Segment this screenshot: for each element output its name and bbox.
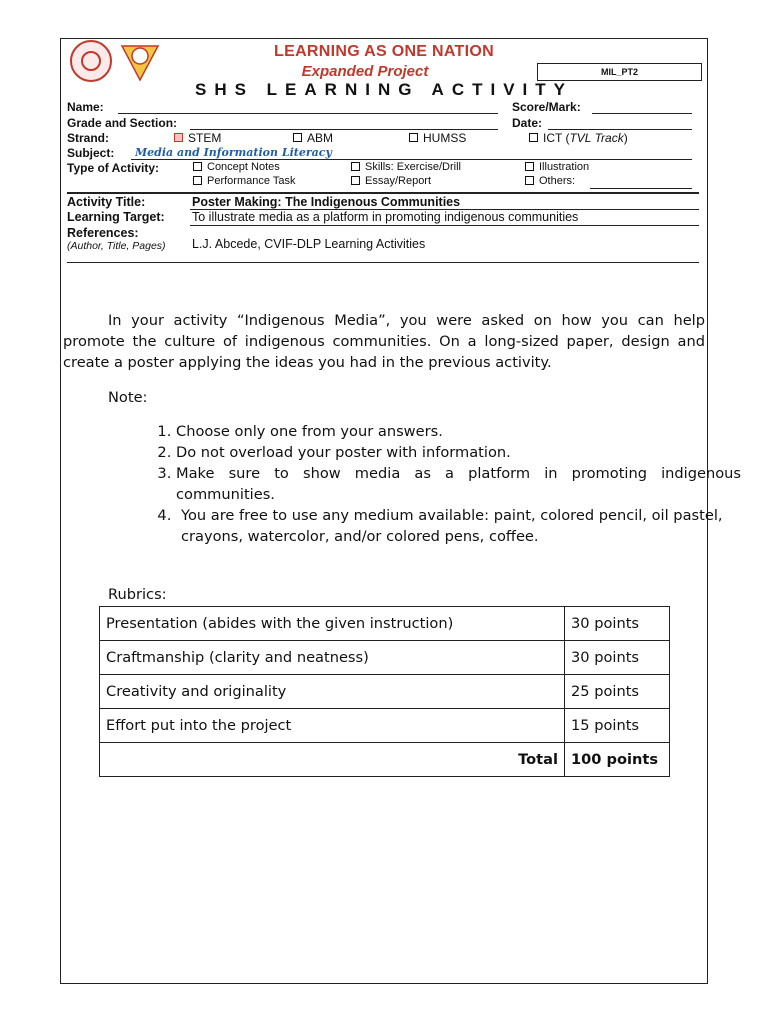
strand-ict[interactable]: ICT (TVL Track) — [529, 131, 628, 145]
others-field[interactable] — [590, 188, 692, 189]
table-row — [100, 641, 670, 675]
intro-paragraph: In your activity “Indigenous Media”, you were asked on how you can help promote the culture of indigenous communities. On a long-sized paper, design and create a poster applying the ideas you had in the previous activity. — [63, 312, 705, 371]
list-item: 1. Choose only one from your answers. — [176, 421, 741, 442]
table-row — [100, 743, 670, 777]
table-row — [100, 607, 670, 641]
date-field[interactable] — [548, 129, 692, 130]
rubric-total-label: Total — [100, 743, 565, 777]
type-label: Type of Activity: — [67, 161, 160, 175]
name-field[interactable] — [118, 113, 498, 114]
activity-title-value: Poster Making: The Indigenous Communities — [192, 195, 461, 209]
list-item: 4. You are free to use any medium available: paint, colored pencil, oil pastel, crayons, watercolor, and/or colored pens, coffee. — [176, 505, 741, 547]
header-subtitle: Expanded Project — [301, 63, 429, 80]
checkbox-icon[interactable] — [525, 176, 534, 185]
score-field[interactable] — [592, 113, 692, 114]
rubric-criterion: Creativity and originality — [100, 675, 565, 709]
checkbox-icon[interactable] — [525, 162, 534, 171]
strand-label: Strand: — [67, 131, 109, 145]
notes-list — [140, 421, 741, 547]
table-row — [100, 709, 670, 743]
rubric-total-points: 100 points — [565, 743, 670, 777]
learning-target-label: Learning Target: — [67, 210, 165, 224]
rubric-points: 25 points — [565, 675, 670, 709]
rubric-criterion: Craftmanship (clarity and neatness) — [100, 641, 565, 675]
activity-heading: SHS LEARNING ACTIVITY — [195, 80, 573, 99]
references-underline — [67, 262, 699, 263]
references-hint: (Author, Title, Pages) — [67, 240, 166, 252]
type-skills[interactable]: Skills: Exercise/Drill — [351, 161, 461, 173]
references-value: L.J. Abcede, CVIF-DLP Learning Activities — [192, 237, 426, 251]
name-label: Name: — [67, 100, 104, 114]
header-title: LEARNING AS ONE NATION — [274, 43, 494, 60]
strand-abm[interactable]: ABM — [293, 131, 333, 145]
grade-field[interactable] — [190, 129, 498, 130]
strand-humss[interactable]: HUMSS — [409, 131, 466, 145]
checkbox-icon[interactable] — [293, 133, 302, 142]
references-label: References: — [67, 226, 139, 240]
list-item: 2. Do not overload your poster with information. — [176, 442, 741, 463]
checkbox-icon[interactable] — [193, 162, 202, 171]
checkbox-icon[interactable] — [409, 133, 418, 142]
checkbox-icon[interactable] — [351, 162, 360, 171]
learning-target-underline — [190, 225, 699, 226]
checkbox-icon[interactable] — [193, 176, 202, 185]
date-label: Date: — [512, 116, 543, 130]
rubrics-table — [99, 606, 670, 777]
type-performance-task[interactable]: Performance Task — [193, 175, 295, 187]
activity-title-label: Activity Title: — [67, 195, 146, 209]
type-others[interactable]: Others: — [525, 175, 575, 187]
checkbox-icon[interactable] — [174, 133, 183, 142]
grade-label: Grade and Section: — [67, 116, 178, 130]
type-concept-notes[interactable]: Concept Notes — [193, 161, 280, 173]
rubric-points: 15 points — [565, 709, 670, 743]
section-divider — [67, 192, 699, 194]
score-label: Score/Mark: — [512, 100, 581, 114]
strand-stem[interactable]: STEM — [174, 131, 221, 145]
table-row — [100, 675, 670, 709]
type-illustration[interactable]: Illustration — [525, 161, 589, 173]
rubric-points: 30 points — [565, 641, 670, 675]
learning-target-value: To illustrate media as a platform in promoting indigenous communities — [192, 210, 579, 224]
checkbox-icon[interactable] — [351, 176, 360, 185]
activity-code-box: MIL_PT2 — [537, 63, 702, 81]
rubric-points: 30 points — [565, 607, 670, 641]
type-essay-report[interactable]: Essay/Report — [351, 175, 431, 187]
subject-underline — [131, 159, 692, 160]
list-item: 3. Make sure to show media as a platform in promoting indigenous communities. — [176, 463, 741, 505]
note-label: Note: — [108, 389, 148, 406]
checkbox-icon[interactable] — [529, 133, 538, 142]
subject-label: Subject: — [67, 146, 115, 160]
subject-value: Media and Information Literacy — [135, 146, 332, 159]
rubrics-label: Rubrics: — [108, 586, 167, 603]
rubric-criterion: Presentation (abides with the given instruction) — [100, 607, 565, 641]
rubric-criterion: Effort put into the project — [100, 709, 565, 743]
